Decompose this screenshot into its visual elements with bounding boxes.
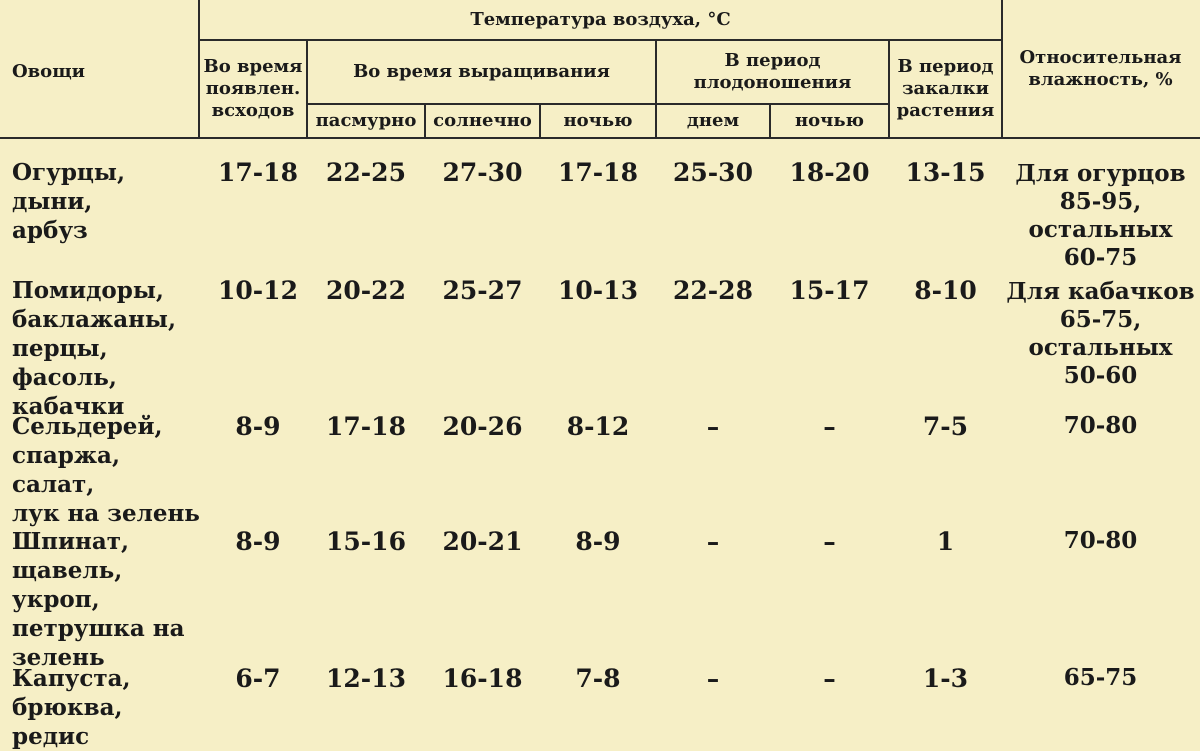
row-3-sunny: 20-26 xyxy=(442,412,523,441)
row-3-cloudy: 17-18 xyxy=(326,412,406,441)
row-4-cloudy: 15-16 xyxy=(326,527,406,556)
row-3-hardening: 7-5 xyxy=(922,412,969,441)
row-4-humidity: 70-80 xyxy=(1063,527,1138,554)
row-1-vegetables: Огурцы, дыни, арбуз xyxy=(12,159,125,244)
row-4-night: 8-9 xyxy=(575,527,621,556)
row-4-day: – xyxy=(706,527,720,556)
row-3-day: – xyxy=(706,412,720,441)
row-3-night: 8-12 xyxy=(566,412,630,441)
row-4-vegetables: Шпинат, щавель, укроп, петрушка на зелень xyxy=(12,528,185,671)
row-2-sunny: 25-27 xyxy=(442,276,523,305)
row-5-humidity: 65-75 xyxy=(1063,664,1138,691)
row-5-cloudy: 12-13 xyxy=(326,664,406,693)
row-4-hardening: 1 xyxy=(936,527,955,556)
row-1-cloudy: 22-25 xyxy=(326,158,406,187)
row-5-sunny: 16-18 xyxy=(442,664,523,693)
row-4-sunny: 20-21 xyxy=(442,527,523,556)
row-2-vegetables: Помидоры, баклажаны, перцы, фасоль, кабачки xyxy=(12,277,176,420)
row-3-vegetables: Сельдерей, спаржа, салат, лук на зелень xyxy=(12,413,200,527)
row-1-night: 17-18 xyxy=(558,158,638,187)
row-2-cloudy: 20-22 xyxy=(326,276,406,305)
row-1-sunny: 27-30 xyxy=(442,158,523,187)
row-2-hardening: 8-10 xyxy=(914,276,977,305)
row-1-sprouting: 17-18 xyxy=(218,158,298,187)
row-5-vegetables: Капуста, брюква, редис xyxy=(12,665,131,750)
row-5-sprouting: 6-7 xyxy=(235,664,281,693)
hline-temp xyxy=(200,39,1001,41)
header-air-temperature: Температура воздуха, °С xyxy=(470,9,731,30)
row-5-hardening: 1-3 xyxy=(922,664,969,693)
header-sprouting: Во время появлен. всходов xyxy=(203,56,303,121)
row-4-sprouting: 8-9 xyxy=(235,527,281,556)
row-2-night: 10-13 xyxy=(558,276,638,305)
header-vegetables: Овощи xyxy=(12,61,86,82)
header-night-fruiting: ночью xyxy=(794,110,865,131)
row-1-day: 25-30 xyxy=(673,158,753,187)
header-sunny: солнечно xyxy=(433,110,532,131)
header-cloudy: пасмурно xyxy=(315,110,417,131)
row-1-fruit-night: 18-20 xyxy=(789,158,870,187)
row-2-humidity: Для кабачков 65-75, остальных 50-60 xyxy=(1006,278,1195,389)
row-1-humidity: Для огурцов 85-95, остальных 60-75 xyxy=(1015,160,1186,271)
row-2-fruit-night: 15-17 xyxy=(789,276,870,305)
row-1-hardening: 13-15 xyxy=(905,158,986,187)
header-fruiting: В период плодоношения xyxy=(693,50,852,93)
row-4-fruit-night: – xyxy=(823,527,836,556)
row-5-day: – xyxy=(706,664,720,693)
row-5-fruit-night: – xyxy=(823,664,836,693)
header-day: днем xyxy=(686,110,740,131)
header-hardening: В период закалки растения xyxy=(896,56,995,121)
header-growing: Во время выращивания xyxy=(353,61,610,82)
header-night-growing: ночью xyxy=(563,110,633,131)
row-3-sprouting: 8-9 xyxy=(235,412,281,441)
row-3-fruit-night: – xyxy=(823,412,836,441)
row-2-day: 22-28 xyxy=(673,276,753,305)
header-humidity: Относительная влажность, % xyxy=(1019,47,1182,90)
row-2-sprouting: 10-12 xyxy=(218,276,298,305)
row-5-night: 7-8 xyxy=(575,664,621,693)
hline-header-bottom xyxy=(0,137,1200,139)
row-3-humidity: 70-80 xyxy=(1063,412,1138,439)
